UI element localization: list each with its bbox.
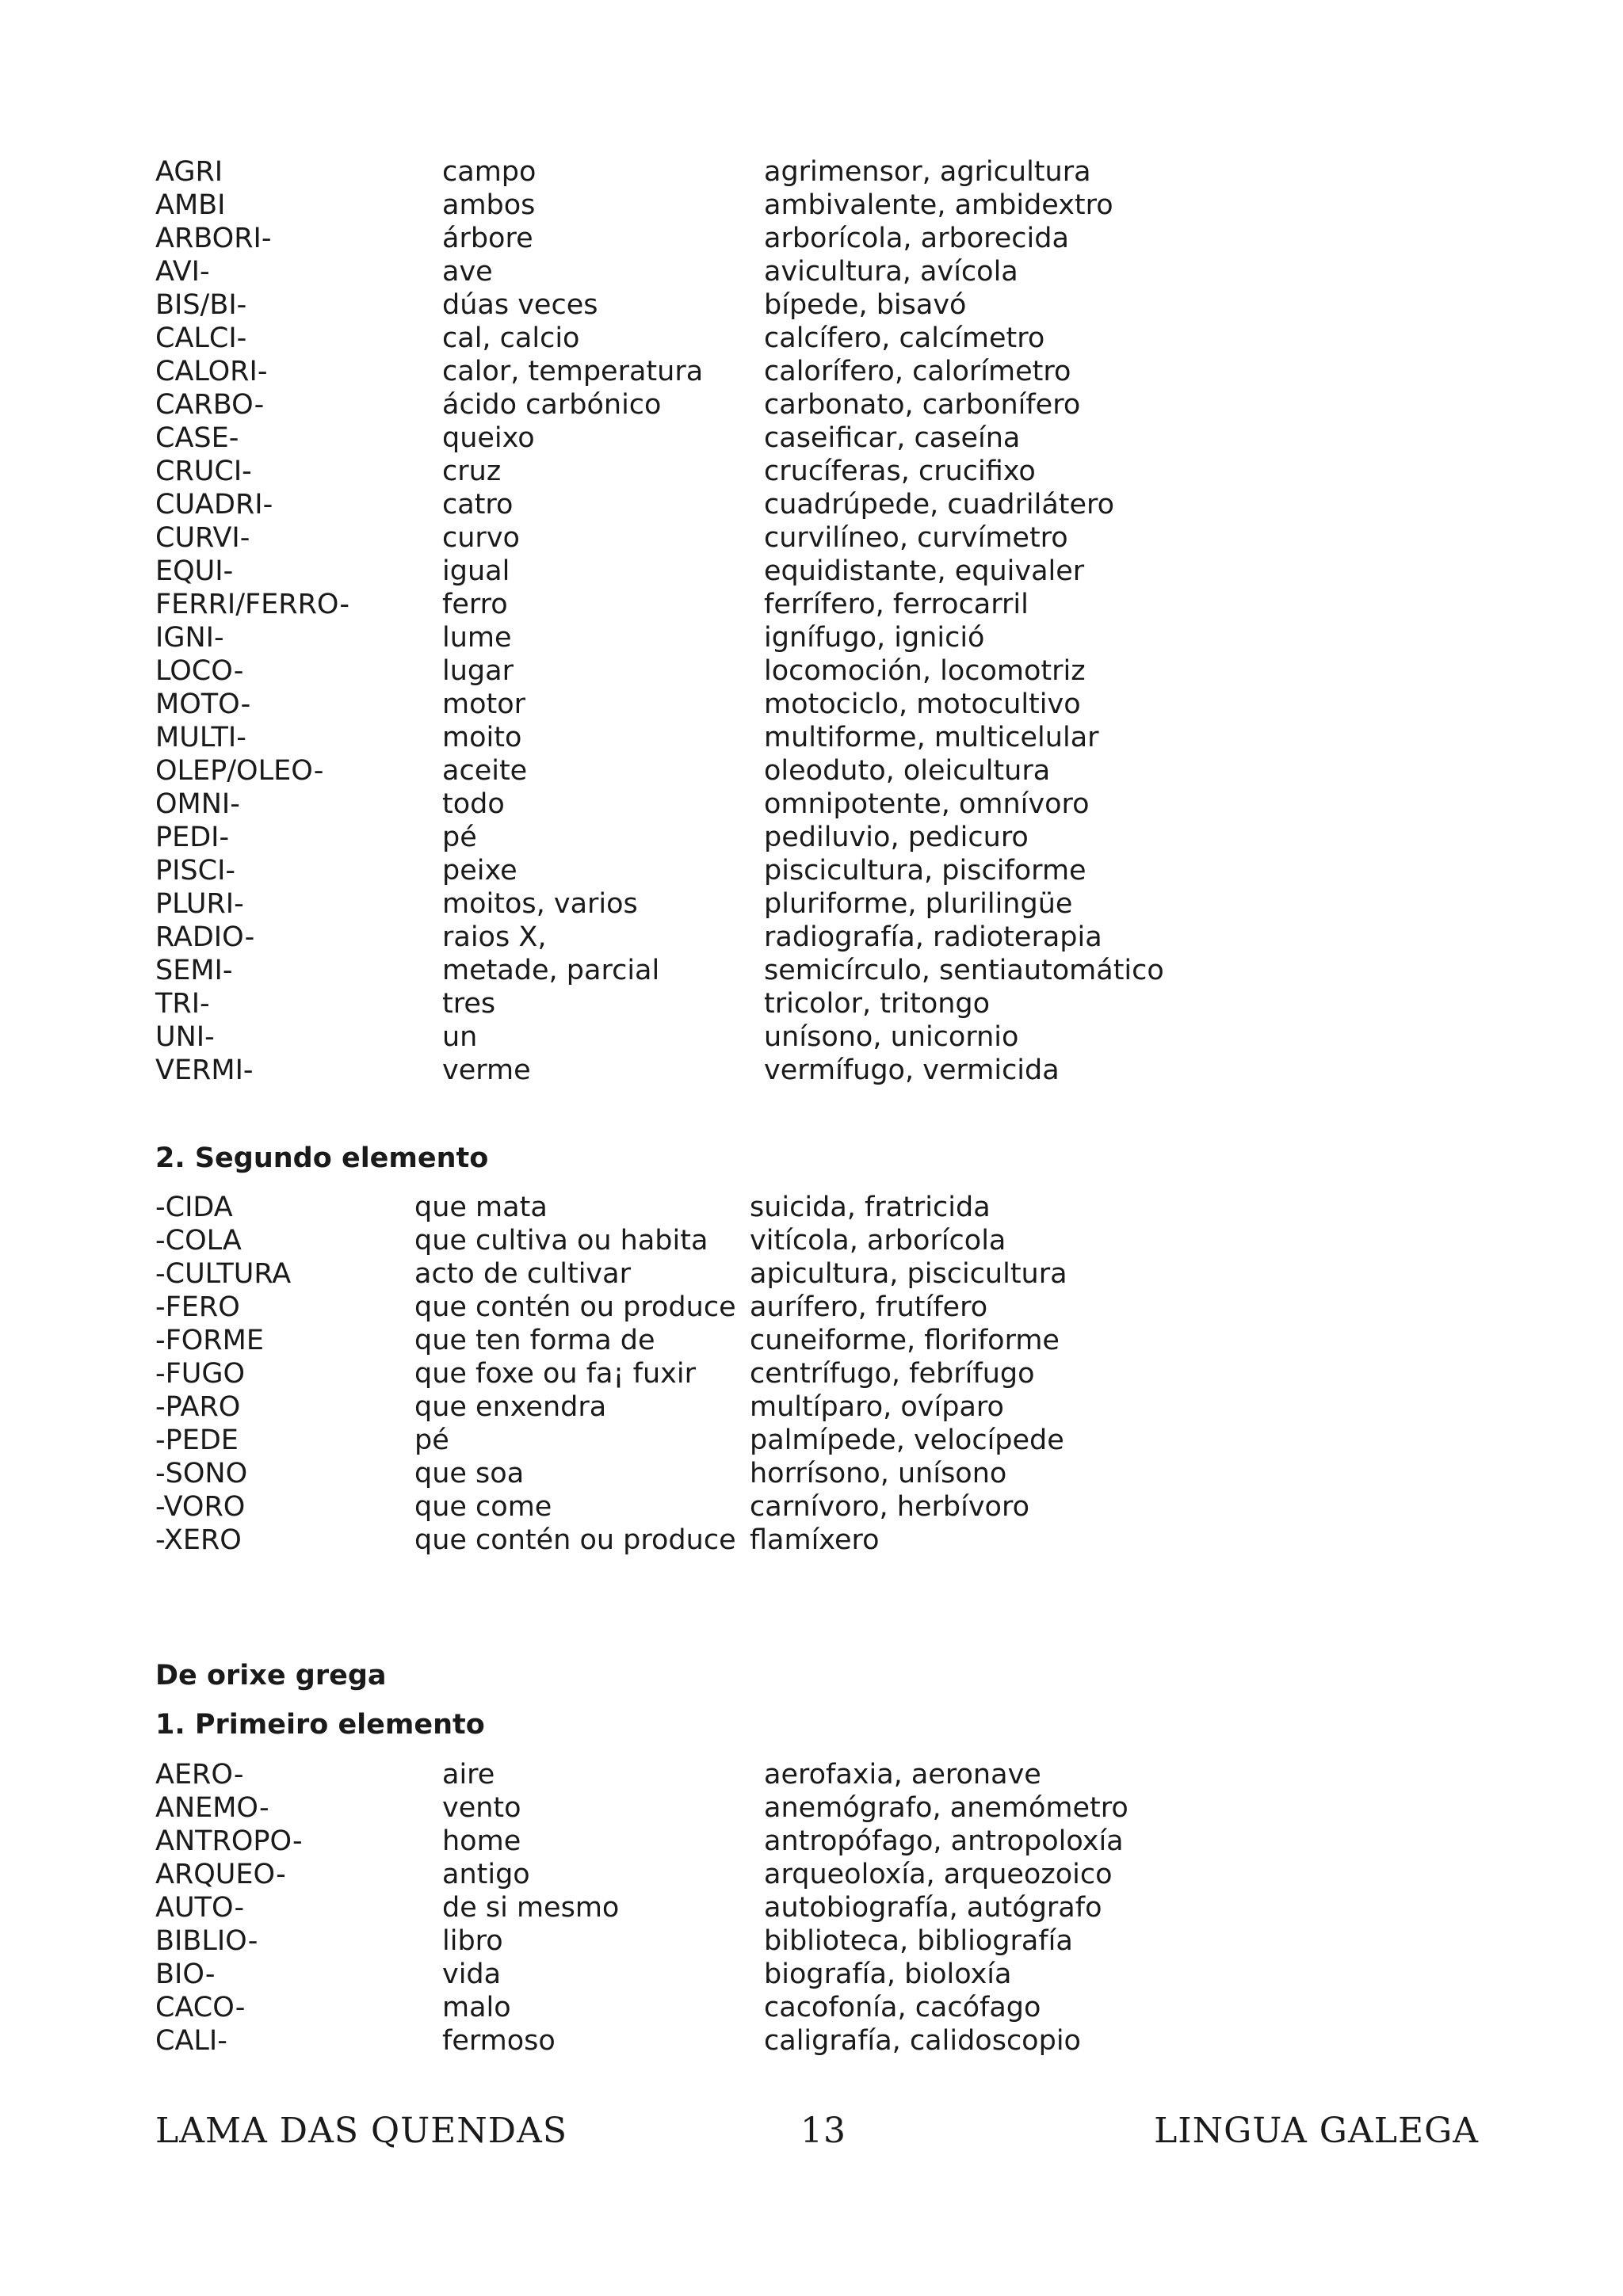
footer-subject: LINGUA GALEGA <box>1154 2111 1479 2151</box>
meaning-cell: que ten forma de <box>414 1325 655 1356</box>
root-cell: FERRI/FERRO- <box>155 589 350 620</box>
meaning-cell: catro <box>442 489 514 521</box>
section-heading-second-element: 2. Segundo elemento <box>155 1142 489 1174</box>
examples-cell: crucíferas, crucifixo <box>764 456 1036 487</box>
root-cell: MULTI- <box>155 722 246 753</box>
table-row <box>155 1758 1128 1791</box>
meaning-cell: que cultiva ou habita <box>414 1225 708 1257</box>
meaning-cell: raios X, <box>442 921 547 953</box>
root-cell: ARQUEO- <box>155 1859 286 1890</box>
root-cell: AGRI <box>155 156 223 188</box>
root-cell: -COLA <box>155 1225 242 1257</box>
meaning-cell: que soa <box>414 1458 525 1489</box>
examples-cell: ignífugo, ignició <box>764 622 985 654</box>
meaning-cell: un <box>442 1021 478 1053</box>
examples-cell: motociclo, motocultivo <box>764 688 1081 720</box>
examples-cell: agrimensor, agricultura <box>764 156 1091 188</box>
examples-cell: multiforme, multicelular <box>764 722 1099 753</box>
examples-cell: biblioteca, bibliografía <box>764 1925 1073 1957</box>
meaning-cell: home <box>442 1825 521 1857</box>
table-row <box>155 1891 1128 1924</box>
examples-cell: carnívoro, herbívoro <box>750 1491 1029 1523</box>
meaning-cell: acto de cultivar <box>414 1258 631 1290</box>
examples-cell: curvilíneo, curvímetro <box>764 522 1068 554</box>
table-row <box>155 421 1164 455</box>
root-cell: ANEMO- <box>155 1792 269 1824</box>
meaning-cell: lume <box>442 622 512 654</box>
meaning-cell: campo <box>442 156 537 188</box>
examples-cell: arborícola, arborecida <box>764 223 1069 254</box>
examples-cell: tricolor, tritongo <box>764 988 991 1020</box>
examples-cell: pediluvio, pedicuro <box>764 822 1029 853</box>
root-cell: AVI- <box>155 256 210 288</box>
examples-cell: vermífugo, vermicida <box>764 1055 1060 1086</box>
table-row <box>155 488 1164 521</box>
examples-cell: unísono, unicornio <box>764 1021 1019 1053</box>
root-cell: ANTROPO- <box>155 1825 303 1857</box>
latin-first-element-table <box>155 155 1164 1087</box>
meaning-cell: todo <box>442 788 505 820</box>
section-heading-greek-origin: De orixe grega <box>155 1660 387 1691</box>
table-row <box>155 521 1164 555</box>
meaning-cell: curvo <box>442 522 520 554</box>
meaning-cell: árbore <box>442 223 533 254</box>
meaning-cell: lugar <box>442 655 514 687</box>
root-cell: -XERO <box>155 1524 242 1556</box>
meaning-cell: queixo <box>442 422 535 454</box>
footer-book-title: LAMA DAS QUENDAS <box>155 2111 567 2151</box>
examples-cell: equidistante, equivaler <box>764 555 1085 587</box>
meaning-cell: ave <box>442 256 493 288</box>
greek-first-element-table <box>155 1758 1128 2058</box>
root-cell: UNI- <box>155 1021 215 1053</box>
table-row <box>155 1291 1067 1324</box>
examples-cell: semicírculo, sentiautomático <box>764 955 1164 986</box>
table-row <box>155 1191 1067 1224</box>
meaning-cell: de si mesmo <box>442 1892 620 1924</box>
root-cell: EQUI- <box>155 555 234 587</box>
table-row <box>155 754 1164 788</box>
examples-cell: antropófago, antropoloxía <box>764 1825 1124 1857</box>
examples-cell: piscicultura, pisciforme <box>764 855 1086 887</box>
examples-cell: calorífero, calorímetro <box>764 356 1071 387</box>
meaning-cell: calor, temperatura <box>442 356 704 387</box>
examples-cell: radiografía, radioterapia <box>764 921 1102 953</box>
table-row <box>155 688 1164 721</box>
table-row <box>155 854 1164 887</box>
meaning-cell: moito <box>442 722 522 753</box>
table-row <box>155 1390 1067 1424</box>
root-cell: IGNI- <box>155 622 224 654</box>
examples-cell: centrífugo, febrífugo <box>750 1358 1035 1390</box>
table-row <box>155 455 1164 488</box>
root-cell: BIS/BI- <box>155 289 247 321</box>
examples-cell: ambivalente, ambidextro <box>764 189 1113 221</box>
examples-cell: palmípede, velocípede <box>750 1425 1064 1456</box>
root-cell: OMNI- <box>155 788 240 820</box>
meaning-cell: verme <box>442 1055 531 1086</box>
meaning-cell: aceite <box>442 755 528 787</box>
root-cell: OLEP/OLEO- <box>155 755 324 787</box>
examples-cell: aerofaxia, aeronave <box>764 1759 1041 1791</box>
root-cell: CASE- <box>155 422 239 454</box>
table-row <box>155 921 1164 954</box>
root-cell: CARBO- <box>155 389 265 421</box>
root-cell: CALI- <box>155 2025 227 2057</box>
root-cell: MOTO- <box>155 688 251 720</box>
meaning-cell: cruz <box>442 456 502 487</box>
root-cell: -FORME <box>155 1325 264 1356</box>
root-cell: -CULTURA <box>155 1258 292 1290</box>
examples-cell: cuadrúpede, cuadrilátero <box>764 489 1115 521</box>
meaning-cell: que foxe ou fa¡ fuxir <box>414 1358 696 1390</box>
table-row <box>155 322 1164 355</box>
root-cell: LOCO- <box>155 655 244 687</box>
meaning-cell: ácido carbónico <box>442 389 662 421</box>
meaning-cell: tres <box>442 988 496 1020</box>
table-row <box>155 1858 1128 1891</box>
examples-cell: biografía, bioloxía <box>764 1958 1012 1990</box>
table-row <box>155 788 1164 821</box>
table-row <box>155 1424 1067 1457</box>
examples-cell: apicultura, piscicultura <box>750 1258 1067 1290</box>
meaning-cell: pé <box>442 822 477 853</box>
root-cell: -PEDE <box>155 1425 239 1456</box>
table-row <box>155 2024 1128 2058</box>
table-row <box>155 1791 1128 1825</box>
root-cell: CUADRI- <box>155 489 273 521</box>
examples-cell: avicultura, avícola <box>764 256 1018 288</box>
table-row <box>155 555 1164 588</box>
examples-cell: horrísono, unísono <box>750 1458 1007 1489</box>
root-cell: -PARO <box>155 1391 241 1423</box>
examples-cell: pluriforme, plurilingüe <box>764 888 1073 920</box>
root-cell: PLURI- <box>155 888 244 920</box>
meaning-cell: antigo <box>442 1859 530 1890</box>
meaning-cell: fermoso <box>442 2025 556 2057</box>
examples-cell: flamíxero <box>750 1524 880 1556</box>
meaning-cell: pé <box>414 1425 449 1456</box>
root-cell: AERO- <box>155 1759 244 1791</box>
root-cell: VERMI- <box>155 1055 254 1086</box>
examples-cell: cuneiforme, floriforme <box>750 1325 1060 1356</box>
root-cell: TRI- <box>155 988 210 1020</box>
examples-cell: omnipotente, omnívoro <box>764 788 1090 820</box>
root-cell: CRUCI- <box>155 456 252 487</box>
table-row <box>155 621 1164 654</box>
table-row <box>155 1490 1067 1524</box>
table-row <box>155 1054 1164 1087</box>
table-row <box>155 1324 1067 1357</box>
meaning-cell: malo <box>442 1992 511 2023</box>
meaning-cell: vida <box>442 1958 502 1990</box>
table-row <box>155 1457 1067 1490</box>
table-row <box>155 1257 1067 1291</box>
table-row <box>155 654 1164 688</box>
examples-cell: suicida, fratricida <box>750 1192 991 1223</box>
table-row <box>155 355 1164 388</box>
root-cell: -VORO <box>155 1491 246 1523</box>
footer-page-number: 13 <box>800 2111 846 2151</box>
root-cell: CALCI- <box>155 322 247 354</box>
root-cell: AUTO- <box>155 1892 245 1924</box>
root-cell: -CIDA <box>155 1192 233 1223</box>
table-row <box>155 189 1164 222</box>
table-row <box>155 1825 1128 1858</box>
meaning-cell: que enxendra <box>414 1391 607 1423</box>
latin-second-element-table <box>155 1191 1067 1557</box>
examples-cell: carbonato, carbonífero <box>764 389 1081 421</box>
table-row <box>155 222 1164 255</box>
examples-cell: calcífero, calcímetro <box>764 322 1045 354</box>
table-row <box>155 887 1164 921</box>
examples-cell: cacofonía, cacófago <box>764 1992 1041 2023</box>
meaning-cell: metade, parcial <box>442 955 660 986</box>
meaning-cell: vento <box>442 1792 521 1824</box>
root-cell: CURVI- <box>155 522 250 554</box>
section-heading-greek-first-element: 1. Primeiro elemento <box>155 1709 485 1741</box>
table-row <box>155 987 1164 1020</box>
table-row <box>155 388 1164 421</box>
table-row <box>155 1991 1128 2024</box>
table-row <box>155 721 1164 754</box>
meaning-cell: peixe <box>442 855 517 887</box>
table-row <box>155 155 1164 189</box>
examples-cell: anemógrafo, anemómetro <box>764 1792 1128 1824</box>
examples-cell: oleoduto, oleicultura <box>764 755 1051 787</box>
table-row <box>155 588 1164 621</box>
root-cell: RADIO- <box>155 921 255 953</box>
meaning-cell: que contén ou produce <box>414 1524 736 1556</box>
examples-cell: locomoción, locomotriz <box>764 655 1086 687</box>
examples-cell: aurífero, frutífero <box>750 1291 988 1323</box>
meaning-cell: moitos, varios <box>442 888 638 920</box>
table-row <box>155 1924 1128 1958</box>
examples-cell: ferrífero, ferrocarril <box>764 589 1029 620</box>
meaning-cell: dúas veces <box>442 289 598 321</box>
table-row <box>155 1224 1067 1257</box>
root-cell: -FUGO <box>155 1358 246 1390</box>
root-cell: ARBORI- <box>155 223 272 254</box>
table-row <box>155 1958 1128 1991</box>
root-cell: BIO- <box>155 1958 216 1990</box>
root-cell: CACO- <box>155 1992 246 2023</box>
table-row <box>155 1357 1067 1390</box>
meaning-cell: ferro <box>442 589 508 620</box>
table-row <box>155 1020 1164 1054</box>
examples-cell: caseificar, caseína <box>764 422 1021 454</box>
root-cell: CALORI- <box>155 356 268 387</box>
root-cell: AMBI <box>155 189 226 221</box>
table-row <box>155 821 1164 854</box>
examples-cell: vitícola, arborícola <box>750 1225 1006 1257</box>
meaning-cell: que contén ou produce <box>414 1291 736 1323</box>
table-row <box>155 288 1164 322</box>
meaning-cell: que come <box>414 1491 552 1523</box>
meaning-cell: cal, calcio <box>442 322 580 354</box>
table-row <box>155 954 1164 987</box>
table-row <box>155 255 1164 288</box>
meaning-cell: igual <box>442 555 510 587</box>
root-cell: -FERO <box>155 1291 240 1323</box>
examples-cell: autobiografía, autógrafo <box>764 1892 1102 1924</box>
meaning-cell: que mata <box>414 1192 548 1223</box>
root-cell: SEMI- <box>155 955 233 986</box>
examples-cell: arqueoloxía, arqueozoico <box>764 1859 1113 1890</box>
examples-cell: caligrafía, calidoscopio <box>764 2025 1081 2057</box>
meaning-cell: libro <box>442 1925 503 1957</box>
examples-cell: multíparo, ovíparo <box>750 1391 1004 1423</box>
examples-cell: bípede, bisavó <box>764 289 967 321</box>
meaning-cell: ambos <box>442 189 536 221</box>
meaning-cell: motor <box>442 688 526 720</box>
root-cell: PEDI- <box>155 822 230 853</box>
table-row <box>155 1524 1067 1557</box>
root-cell: -SONO <box>155 1458 248 1489</box>
meaning-cell: aire <box>442 1759 495 1791</box>
root-cell: PISCI- <box>155 855 236 887</box>
root-cell: BIBLIO- <box>155 1925 258 1957</box>
